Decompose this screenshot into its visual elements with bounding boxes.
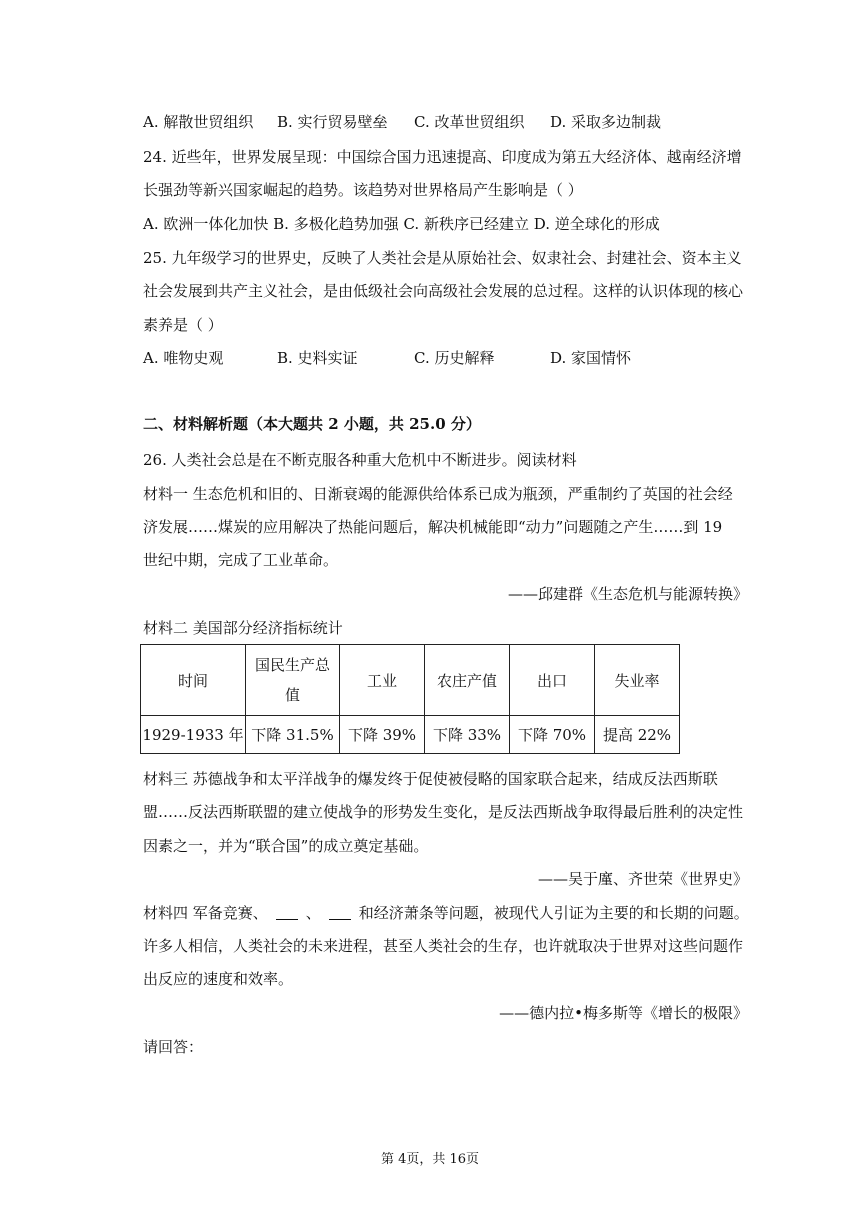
material4-line2: 许多人相信，人类社会的未来进程，甚至人类社会的生存，也许就取决于世界对这些问题作 [143,937,744,955]
table-header-cell: 失业率 [595,645,680,716]
q25-option-a: A. 唯物史观 [143,349,224,367]
q24-text-line1: 24. 近些年，世界发展呈现：中国综合国力迅速提高、印度成为第五大经济体、越南经济增 [143,148,742,166]
material3-line3: 因素之一，并为“联合国”的成立奠定基础。 [143,837,429,855]
q25-text-line2: 社会发展到共产主义社会，是由低级社会向高级社会发展的总过程。这样的认识体现的核心 [143,282,744,300]
material1-line3: 世纪中期，完成了工业革命。 [143,551,339,569]
material4-line3: 出反应的速度和效率。 [143,970,294,988]
table-header-row [141,645,680,716]
q24-options: A. 欧洲一体化加快 B. 多极化趋势加强 C. 新秩序已经建立 D. 逆全球化的形成 [143,215,660,233]
q23-option-b: B. 实行贸易壁垒 [277,113,388,131]
material1-line2: 济发展……煤炭的应用解决了热能问题后，解决机械能即“动力”问题随之产生……到 19 [143,518,723,536]
fill-blank-2[interactable] [329,905,351,920]
table-header-text: 值 [284,686,300,704]
table-header-cell: 农庄产值 [425,645,510,716]
table-cell: 下降 39% [340,716,425,754]
q25-option-d: D. 家国情怀 [550,349,632,367]
q24-text-line2: 长强劲等新兴国家崛起的趋势。该趋势对世界格局产生影响是（ ） [143,181,583,199]
q23-option-c: C. 改革世贸组织 [414,113,525,131]
table-header-cell: 时间 [141,645,246,716]
q23-option-a: A. 解散世贸组织 [143,113,254,131]
q25-option-c: C. 历史解释 [414,349,495,367]
material1-line1: 材料一 生态危机和旧的、日渐衰竭的能源供给体系已成为瓶颈，严重制约了英国的社会经 [143,485,733,503]
table-cell: 下降 70% [510,716,595,754]
page-footer: 第 4页，共 16页 [380,1152,480,1167]
fill-blank-1[interactable] [276,905,298,920]
material4-separator: 、 [305,904,321,922]
q25-text-line3: 素养是（ ） [143,316,223,334]
material4-prefix: 材料四 军备竞赛、 [143,904,268,922]
table-header-cell: 出口 [510,645,595,716]
material3-line1: 材料三 苏德战争和太平洋战争的爆发终于促使被侵略的国家联合起来，结成反法西斯联 [143,770,718,788]
material3-source: ——吴于廑、齐世荣《世界史》 [537,870,748,888]
q25-option-b: B. 史料实证 [277,349,358,367]
q26-intro: 26. 人类社会总是在不断克服各种重大危机中不断进步。阅读材料 [143,451,577,469]
table-row [141,716,680,754]
material1-source: ——邱建群《生态危机与能源转换》 [507,585,748,603]
answer-prompt: 请回答： [143,1038,204,1056]
table-cell: 下降 33% [425,716,510,754]
material4-suffix: 和经济萧条等问题，被现代人引证为主要的和长期的问题。 [358,904,749,922]
material3-line2: 盟……反法西斯联盟的建立使战争的形势发生变化，是反法西斯战争取得最后胜利的决定性 [143,803,744,821]
table-header-text: 国民生产总 [254,656,330,674]
material4-line1 [143,902,749,924]
section-heading: 二、材料解析题（本大题共 2 小题，共 25.0 分） [143,415,481,433]
economic-indicators-table [140,644,680,754]
table-cell: 下降 31.5% [246,716,340,754]
table-header-cell [246,645,340,716]
q25-text-line1: 25. 九年级学习的世界史，反映了人类社会是从原始社会、奴隶社会、封建社会、资本主义 [143,249,742,267]
table-cell: 提高 22% [595,716,680,754]
material4-source: ——德内拉•梅多斯等《增长的极限》 [499,1004,748,1022]
q23-option-d: D. 采取多边制裁 [550,113,662,131]
material2-title: 材料二 美国部分经济指标统计 [143,619,343,637]
table-cell: 1929-1933 年 [141,716,246,754]
table-header-cell: 工业 [340,645,425,716]
